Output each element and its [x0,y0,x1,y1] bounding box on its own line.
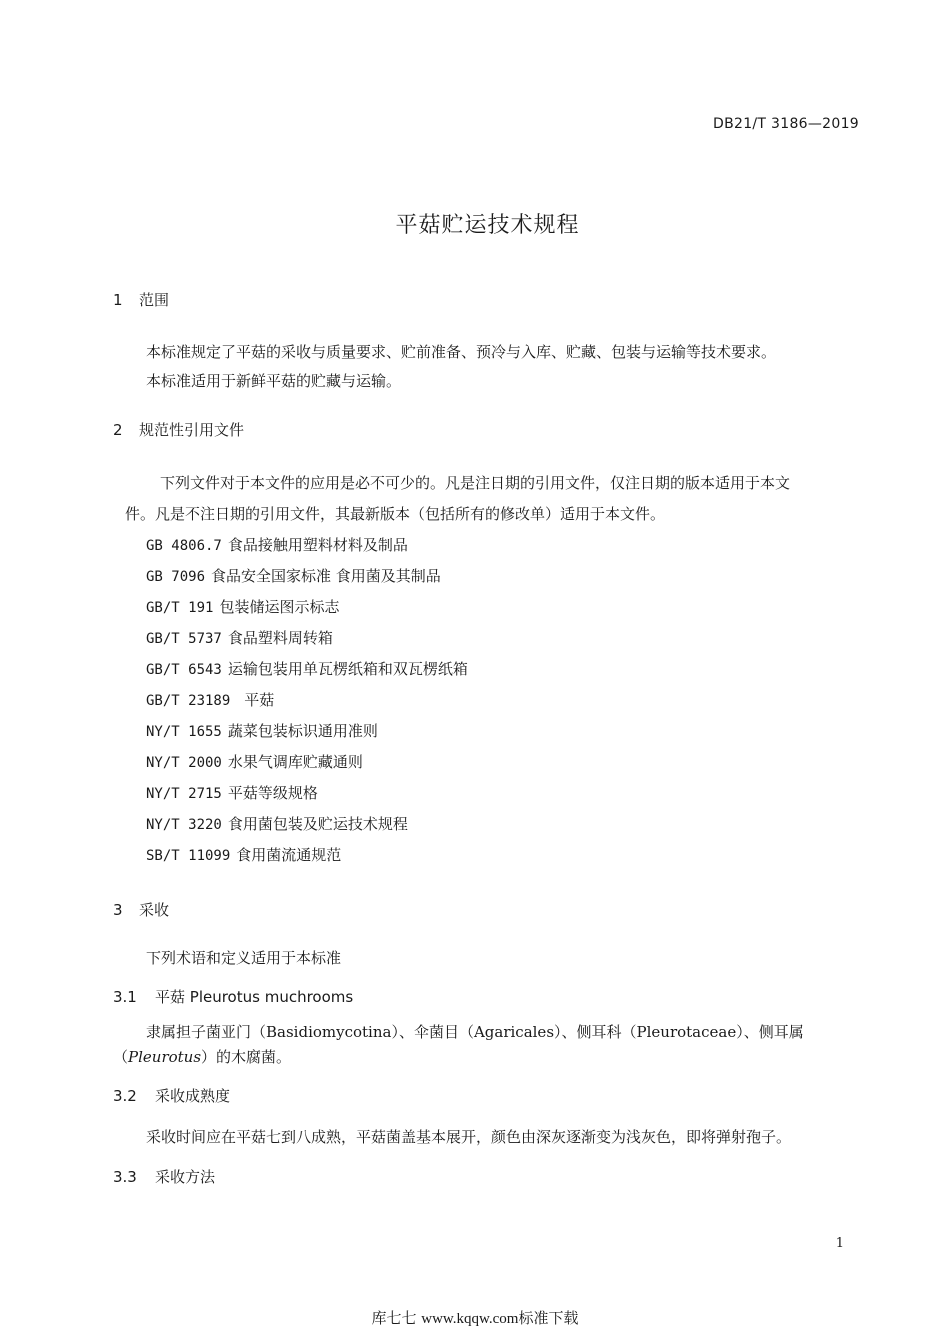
reference-item [146,596,339,617]
reference-code: NY/T 3220 [146,817,222,833]
subsection-3-3-heading [113,1166,215,1187]
reference-title: 平菇等级规格 [227,784,318,802]
document-title: 平菇贮运技术规程 [395,213,580,238]
reference-title: 食品塑料周转箱 [227,629,333,647]
reference-title: 包装储运图示标志 [219,598,340,616]
paragraph-text: ）的木腐菌。 [201,1048,292,1066]
reference-item [146,689,274,710]
reference-item [146,534,408,555]
section-title: 范围 [139,291,170,309]
reference-code: SB/T 11099 [146,848,231,864]
section-1-heading [113,289,169,310]
reference-code: GB 7096 [146,569,206,585]
reference-title: 平菇 [244,691,275,709]
reference-code: NY/T 1655 [146,724,222,740]
footer-watermark [0,1307,950,1328]
reference-item [146,627,333,648]
reference-code: GB/T 23189 [146,693,231,709]
subsection-3-2-heading [113,1085,230,1106]
reference-code: NY/T 2000 [146,755,222,771]
reference-code: NY/T 2715 [146,786,222,802]
section-number: 2 [113,421,123,439]
reference-item [146,565,441,586]
paragraph: 件。凡是不注日期的引用文件，其最新版本（包括所有的修改单）适用于本文件。 [125,505,666,523]
reference-item [146,658,468,679]
paragraph-text: 隶属担子菌亚门（Basidiomycotina）、伞菌目（Agaricales）、侧耳科（Pleurotaceae）、侧耳属（ [113,1023,804,1066]
reference-title: 食用菌包装及贮运技术规程 [227,815,408,833]
subsection-number: 3.3 [113,1168,137,1186]
reference-title: 食品安全国家标准 食用菌及其制品 [211,567,441,585]
subsection-title: 采收方法 [155,1168,216,1186]
footer-prefix: 库七七 [371,1309,422,1327]
footer-suffix: 标准下载 [518,1309,579,1327]
paragraph: 下列文件对于本文件的应用是必不可少的。凡是注日期的引用文件，仅注日期的版本适用于本文 [160,474,791,492]
paragraph: 本标准适用于新鲜平菇的贮藏与运输。 [146,372,402,390]
reference-title: 食用菌流通规范 [236,846,342,864]
reference-item [146,813,408,834]
reference-title: 食品接触用塑料材料及制品 [227,536,408,554]
paragraph: 下列术语和定义适用于本标准 [146,949,342,967]
standard-number: DB21/T 3186—2019 [713,116,859,132]
section-3-heading [113,899,169,920]
reference-title: 蔬菜包装标识通用准则 [227,722,378,740]
paragraph: 采收时间应在平菇七到八成熟，平菇菌盖基本展开，颜色由深灰逐渐变为浅灰色，即将弹射孢子。 [146,1128,792,1146]
subsection-number: 3.1 [113,988,137,1006]
section-number: 1 [113,291,123,309]
footer-url[interactable]: www.kqqw.com [421,1311,519,1327]
reference-item [146,720,378,741]
reference-item [146,844,341,865]
reference-title: 水果气调库贮藏通则 [227,753,363,771]
genus-name: Pleurotus [128,1048,202,1066]
reference-item [146,751,363,772]
paragraph: 本标准规定了平菇的采收与质量要求、贮前准备、预冷与入库、贮藏、包装与运输等技术要求。 [146,343,777,361]
section-title: 采收 [139,901,170,919]
reference-code: GB 4806.7 [146,538,222,554]
subsection-3-1-heading [113,986,353,1007]
reference-code: GB/T 191 [146,600,214,616]
section-title: 规范性引用文件 [139,421,245,439]
subsection-number: 3.2 [113,1087,137,1105]
subsection-title: 平菇 Pleurotus muchrooms [155,988,354,1006]
reference-code: GB/T 5737 [146,631,222,647]
section-number: 3 [113,901,123,919]
reference-title: 运输包装用单瓦楞纸箱和双瓦楞纸箱 [227,660,468,678]
page-number: 1 [835,1236,844,1251]
paragraph [113,1020,861,1070]
subsection-title: 采收成熟度 [155,1087,231,1105]
reference-code: GB/T 6543 [146,662,222,678]
reference-item [146,782,318,803]
section-2-heading [113,419,244,440]
